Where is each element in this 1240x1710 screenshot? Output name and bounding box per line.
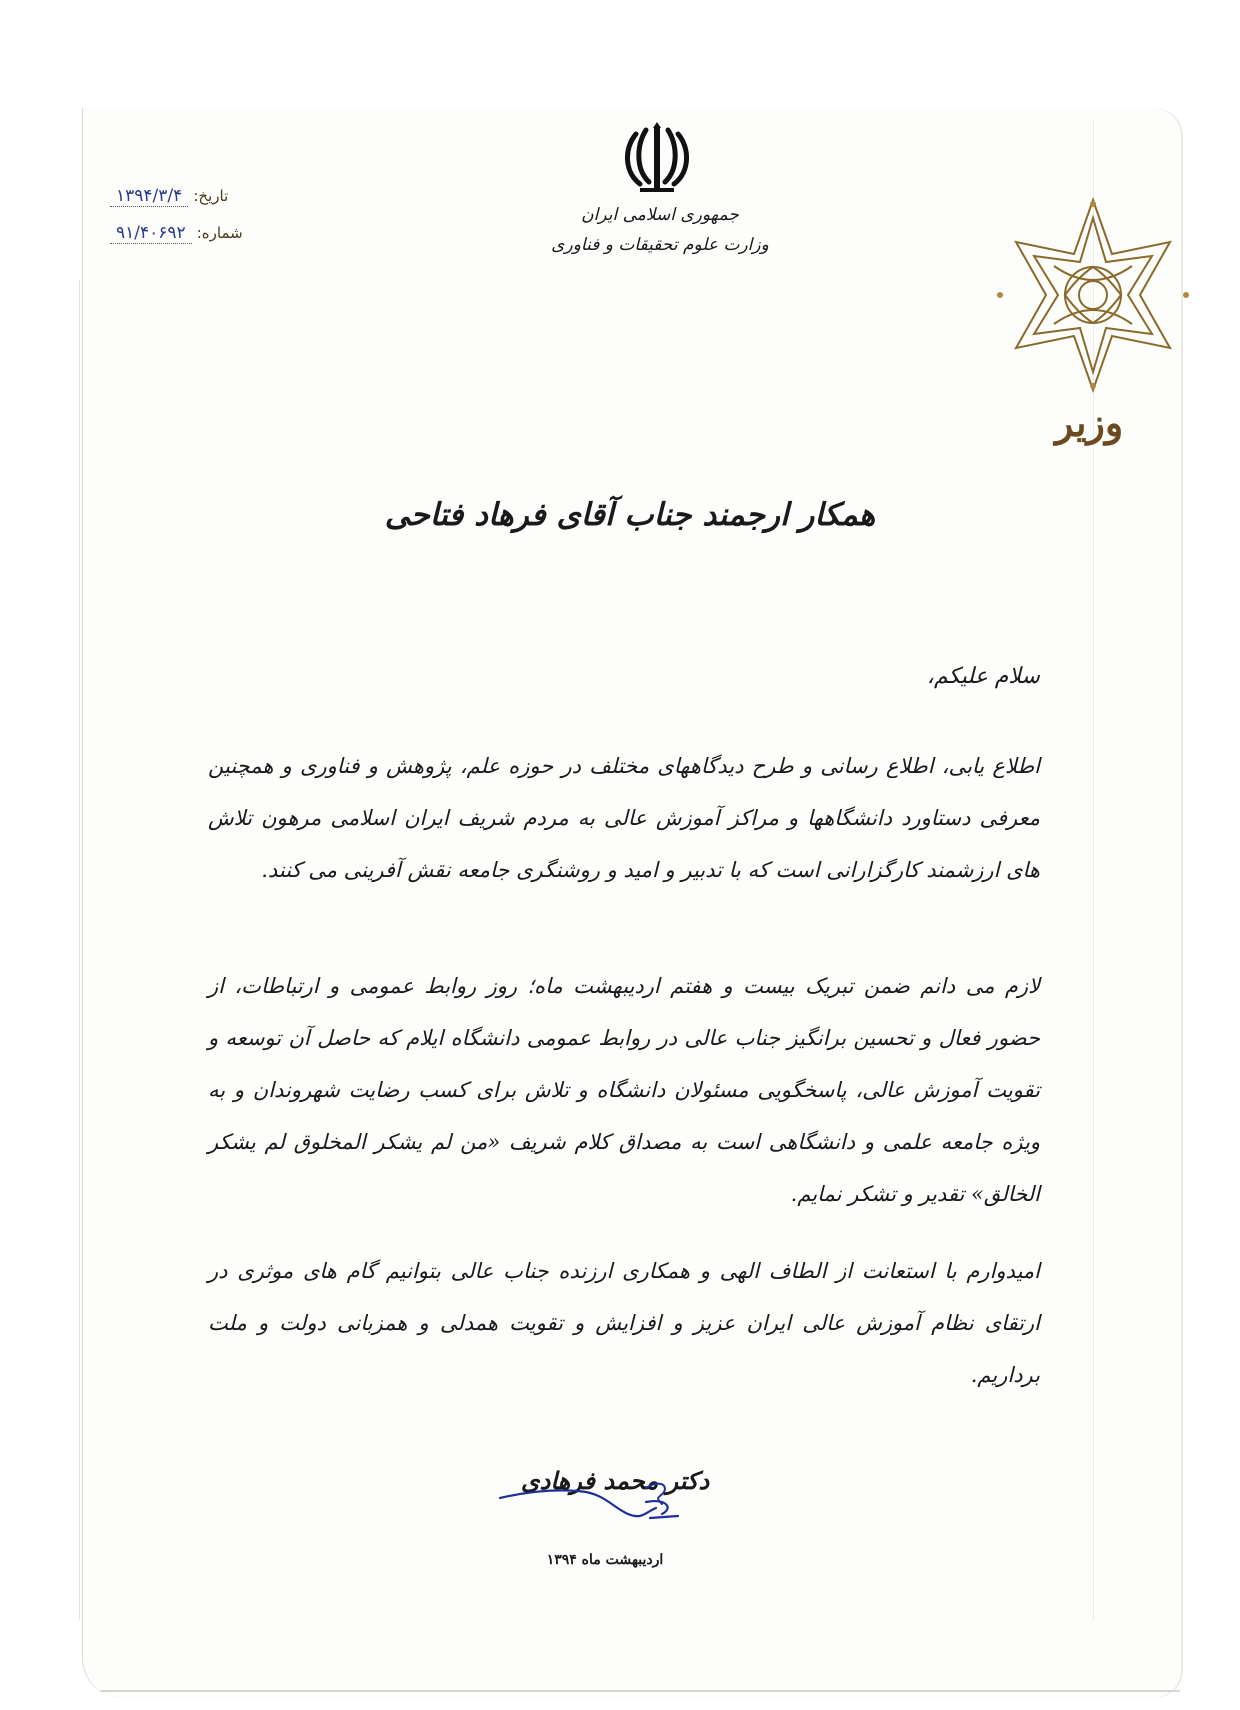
greeting: سلام علیکم، — [926, 664, 1040, 689]
ornament-star-icon — [994, 196, 1192, 394]
paragraph-3: امیدوارم با استعانت از الطاف الهی و همکاری ارزنده جناب عالی بتوانیم گام های موثری در ارتقای نظام آموزش عالی ایران عزیز و افزایش و تقویت همدلی و همزبانی دولت و ملت برداریم. — [208, 1259, 1040, 1387]
number-label: شماره: — [196, 224, 243, 242]
number-value: ۹۱/۴۰۶۹۲ — [110, 223, 192, 244]
letterhead-text — [500, 200, 820, 260]
handwritten-signature-icon — [496, 1458, 686, 1530]
paragraph-1: اطلاع یابی، اطلاع رسانی و طرح دیدگاههای مختلف در حوزه علم، پژوهش و فناوری و همچنین معرفی دستاورد دانشگاهها و مراکز آموزش عالی به مردم شریف ایران اسلامی مرهون تلاش های ارزشمند کارگزارانی است که با تدبیر و امید و روشنگری جامعه نقش آفرینی می کنند. — [208, 754, 1040, 882]
paper-fold-line — [79, 280, 80, 1620]
paragraph-2: لازم می دانم ضمن تبریک بیست و هفتم اردیبهشت ماه؛ روز روابط عمومی و ارتباطات، از حضور فعال و تحسین برانگیز جناب عالی در روابط عمومی دانشگاه ایلام که حاصل آن توسعه و تقویت آموزش عالی، پاسخگویی مسئولان دانشگاه و تلاش برای کسب رضایت شهروندان و به ویژه جامعه علمی و دانشگاهی است به مصداق کلام شریف «من لم یشکر المخلوق لم یشکر الخالق» تقدیر و تشکر نمایم. — [208, 974, 1040, 1206]
office-title: وزیر — [1055, 400, 1124, 445]
paper-bottom-edge — [100, 1690, 1180, 1692]
republic-name: جمهوری اسلامی ایران — [581, 205, 739, 225]
signer-name: دکتر محمد فرهادی — [520, 1466, 710, 1495]
ministry-name: وزارت علوم تحقیقات و فناوری — [551, 235, 769, 255]
date-line — [110, 186, 228, 206]
date-value: ۱۳۹۴/۳/۴ — [110, 186, 188, 207]
addressee-heading: همکار ارجمند جناب آقای فرهاد فتاحی — [384, 497, 876, 533]
number-line — [110, 223, 243, 243]
signature-date: اردیبهشت ماه ۱۳۹۴ — [546, 1552, 664, 1568]
iran-emblem-icon — [622, 120, 692, 196]
date-label: تاریخ: — [193, 187, 229, 205]
